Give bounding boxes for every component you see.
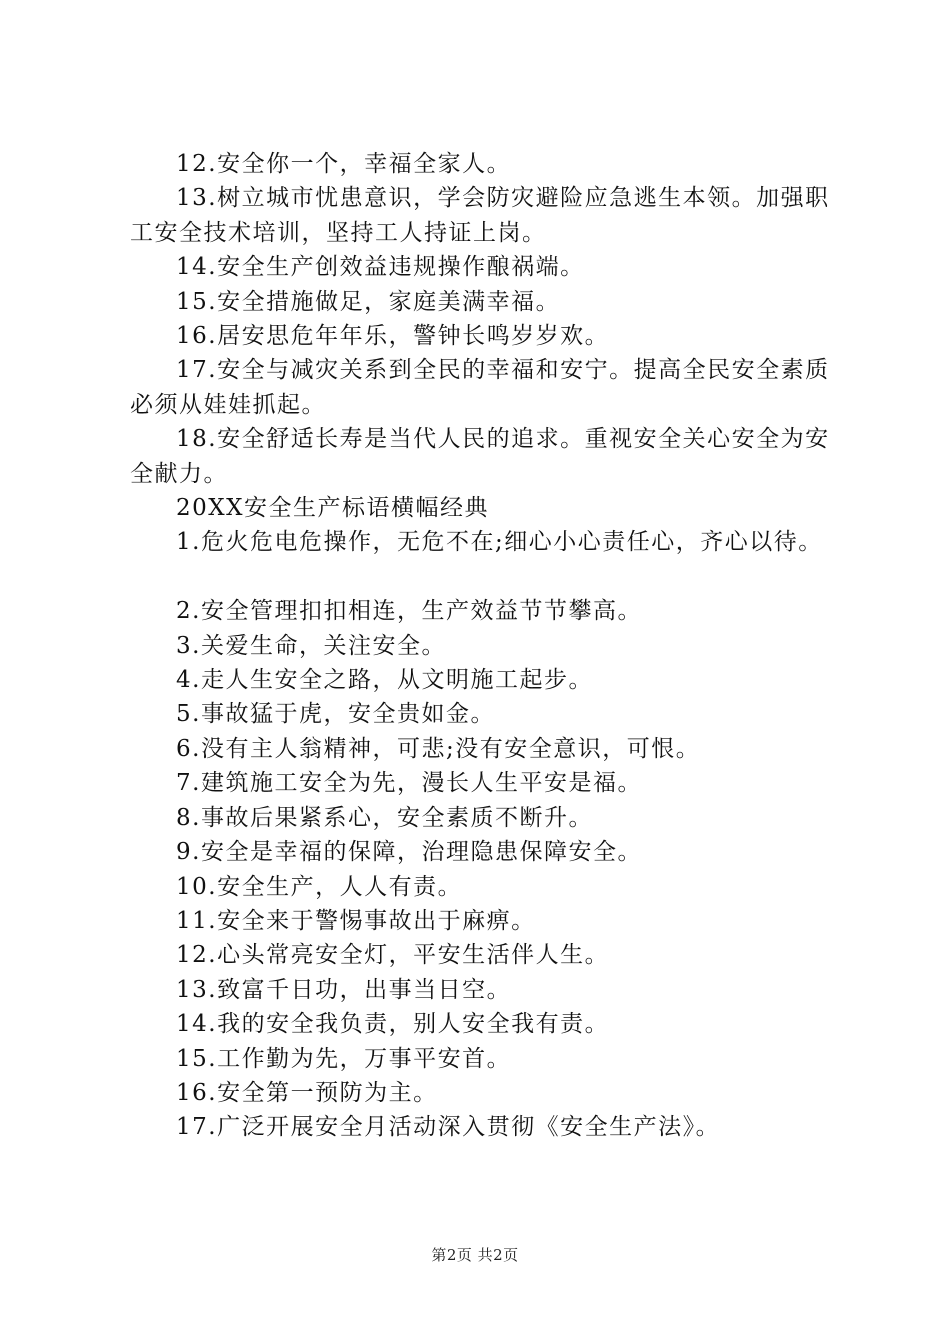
slogan-item: 13.树立城市忧患意识，学会防灾避险应急逃生本领。加强职工安全技术培训，坚持工人持证上岗。 [130,185,830,246]
slogan-item: 15.工作勤为先，万事平安首。 [176,1045,512,1072]
slogan-item: 1.危火危电危操作，无危不在;细心小心责任心，齐心以待。 [176,529,823,556]
slogan-item: 10.安全生产，人人有责。 [176,873,463,900]
slogan-item: 13.致富千日功，出事当日空。 [176,976,512,1003]
document-body [130,147,850,1145]
slogan-item: 9.安全是幸福的保障，治理隐患保障安全。 [176,839,642,866]
slogan-item: 15.安全措施做足，家庭美满幸福。 [176,288,561,315]
slogan-item: 2.安全管理扣扣相连，生产效益节节攀高。 [176,598,642,625]
slogan-item: 5.事故猛于虎，安全贵如金。 [176,701,495,728]
slogan-item: 11.安全来于警惕事故出于麻痹。 [176,907,536,934]
page-footer [0,1244,950,1265]
slogan-item: 14.我的安全我负责，别人安全我有责。 [176,1011,610,1038]
slogan-item: 12.心头常亮安全灯，平安生活伴人生。 [176,942,610,969]
slogan-item: 14.安全生产创效益违规操作酿祸端。 [176,254,585,281]
blank-line [130,560,850,594]
slogan-item: 16.居安思危年年乐，警钟长鸣岁岁欢。 [176,323,610,350]
slogan-item: 8.事故后果紧系心，安全素质不断升。 [176,804,593,831]
slogan-item: 17.广泛开展安全月活动深入贯彻《安全生产法》。 [176,1114,721,1141]
slogan-item: 17.安全与减灾关系到全民的幸福和安宁。提高全民安全素质必须从娃娃抓起。 [130,357,830,418]
slogan-item: 12.安全你一个，幸福全家人。 [176,151,512,177]
slogan-item: 3.关爱生命，关注安全。 [176,632,446,659]
slogan-item: 7.建筑施工安全为先，漫长人生平安是福。 [176,770,642,797]
page-number-label: 第2页 共2页 [431,1246,519,1264]
slogan-item: 4.走人生安全之路，从文明施工起步。 [176,667,593,694]
section-heading: 20XX安全生产标语横幅经典 [176,495,490,522]
slogan-item: 16.安全第一预防为主。 [176,1079,438,1106]
slogan-item: 6.没有主人翁精神，可悲;没有安全意识，可恨。 [176,735,701,762]
slogan-item: 18.安全舒适长寿是当代人民的追求。重视安全关心安全为安全献力。 [130,426,830,487]
